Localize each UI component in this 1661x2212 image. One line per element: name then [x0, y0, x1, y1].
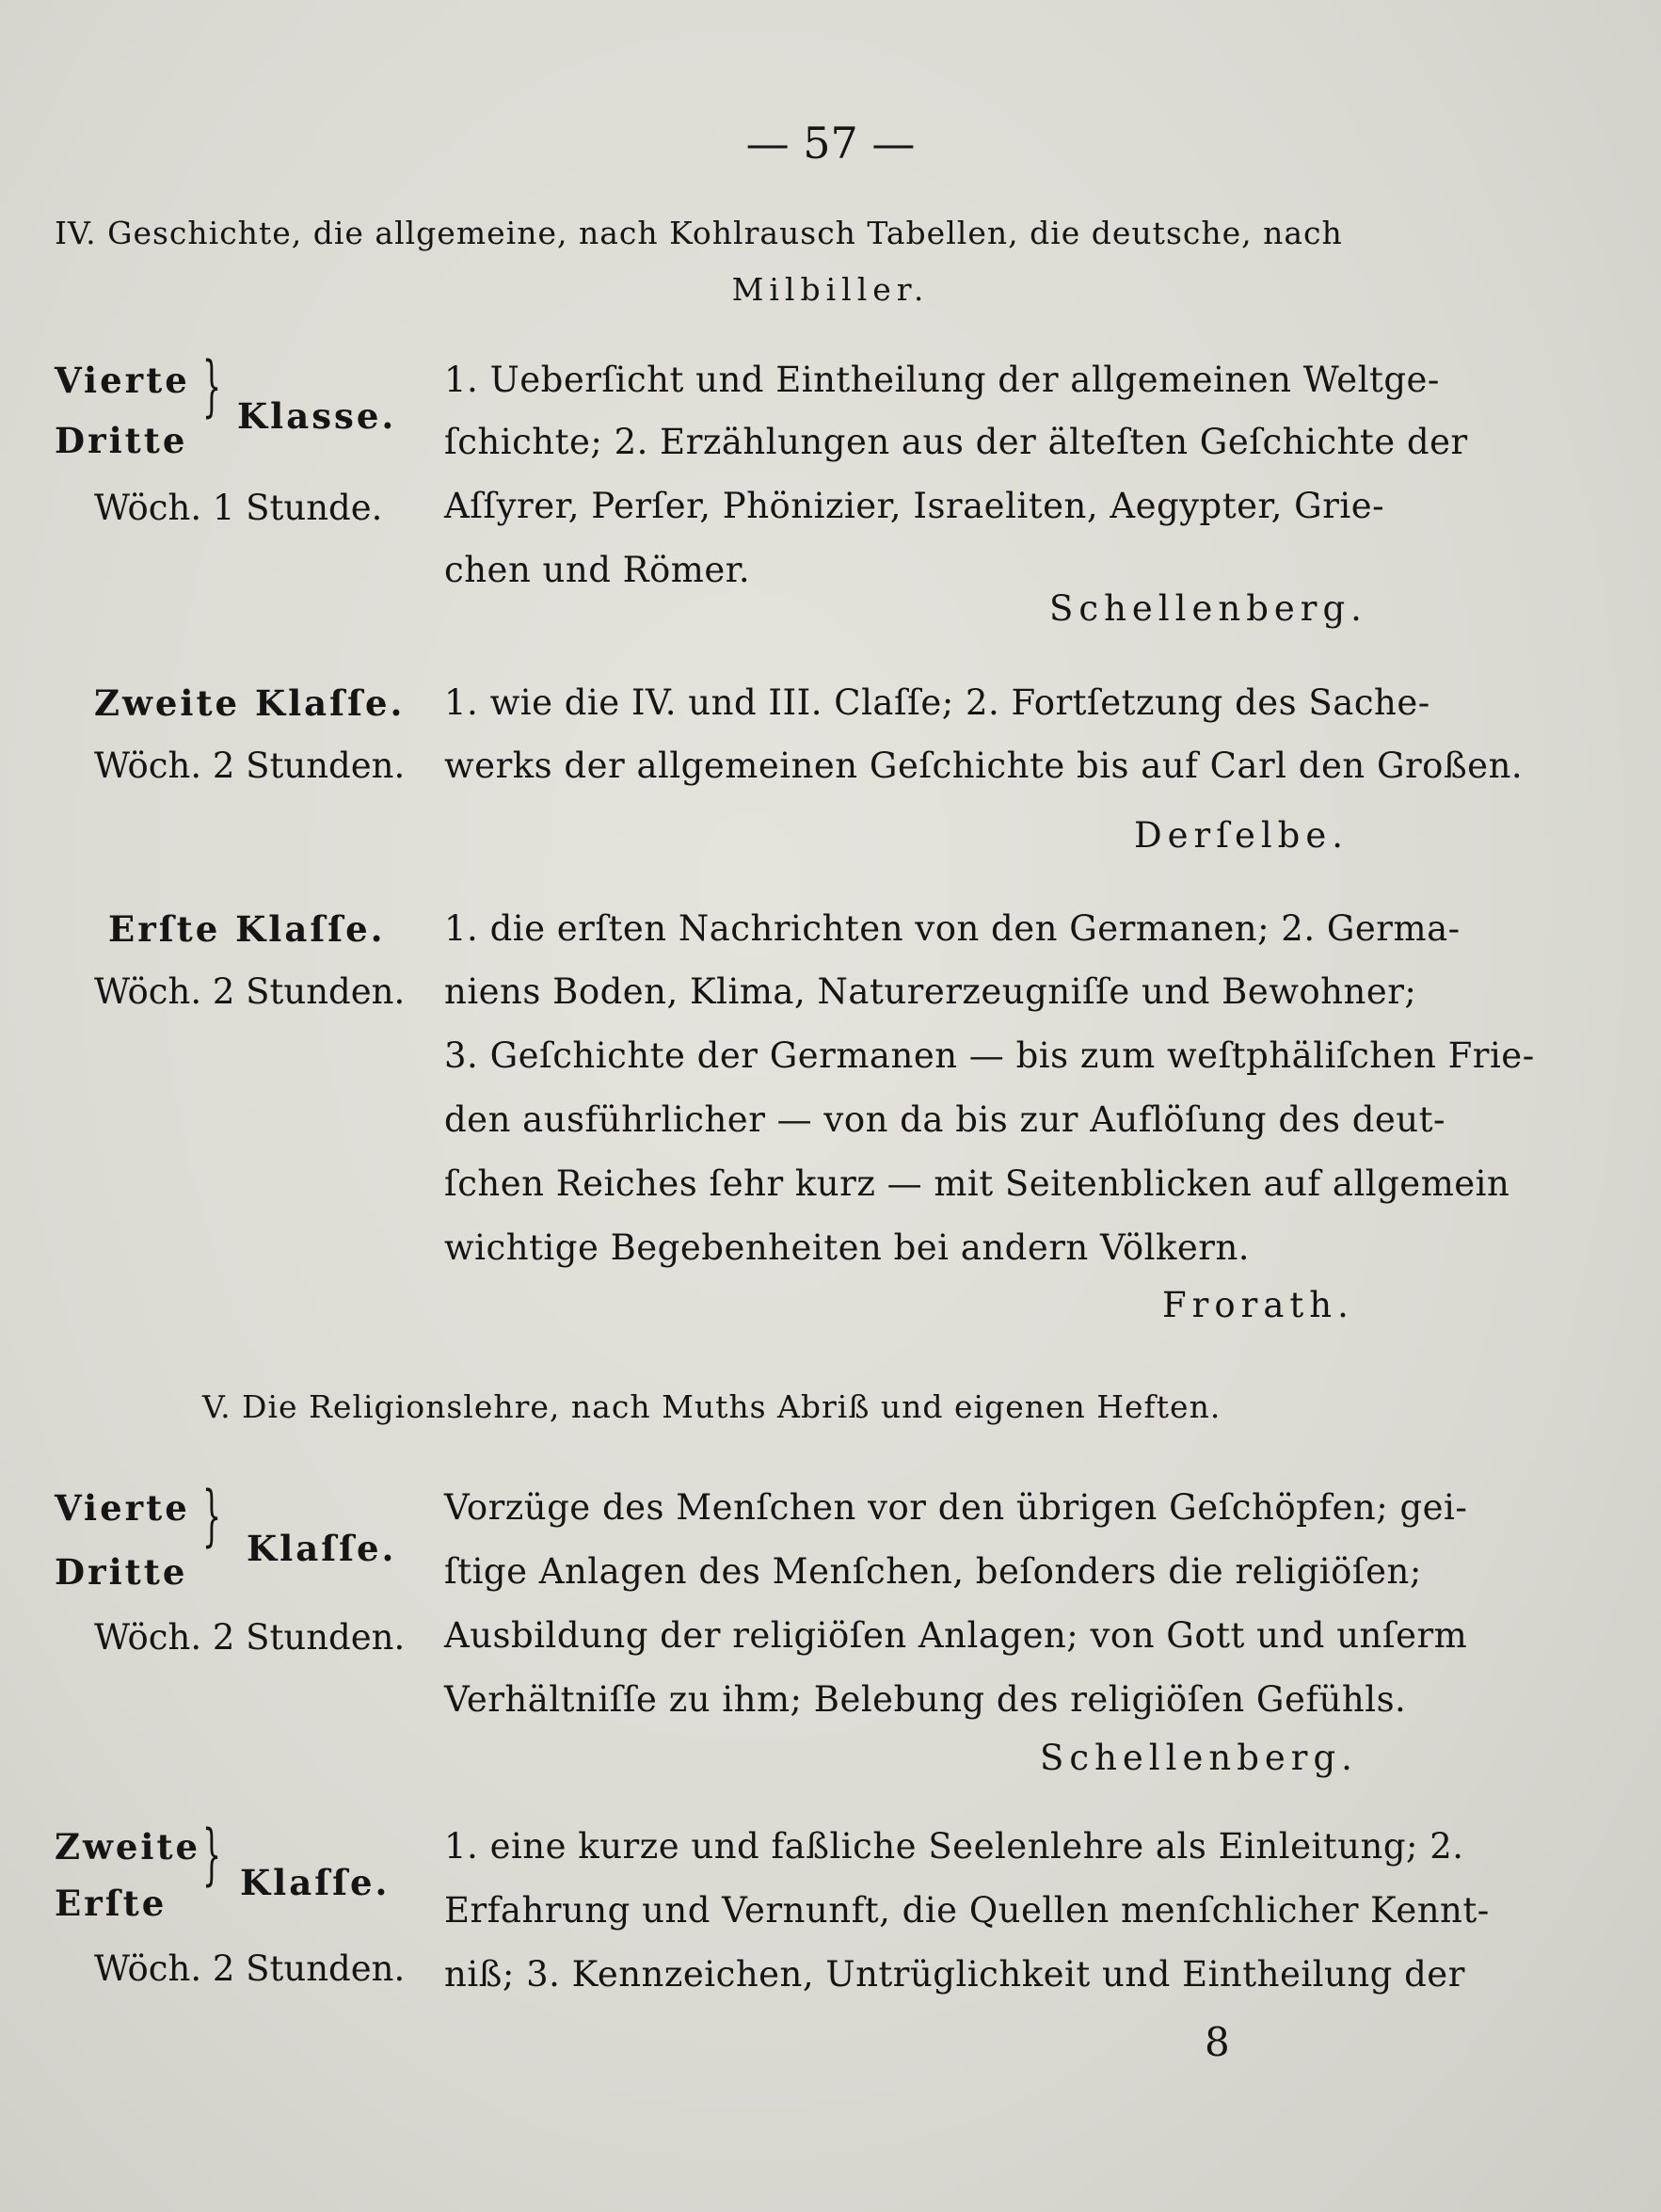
body-line: chen und Römer. [444, 550, 751, 590]
body-line: werks der allgemeinen Geſchichte bis auf Carl den Großen. [444, 745, 1524, 786]
body-line: den ausführlicher — von da bis zur Auflöſung des deut- [444, 1099, 1445, 1140]
body-line: 3. Geſchichte der Germanen — bis zum weſtphäliſchen Frie- [444, 1035, 1535, 1076]
body-line: Ausbildung der religiöſen Anlagen; von Gott und unſerm [444, 1615, 1468, 1656]
class-word: Klasse. [237, 395, 397, 437]
teacher-name: Derſelbe. [1134, 815, 1350, 856]
class-label-erste: Erſte [55, 1883, 168, 1924]
teacher-name: Schellenberg. [1049, 588, 1367, 629]
body-line: niß; 3. Kennzeichen, Untrüglichkeit und Eintheilung der [444, 1954, 1465, 1995]
body-line: 1. Ueberſicht und Eintheilung der allgemeinen Weltge- [444, 360, 1440, 400]
body-line: Verhältniſſe zu ihm; Belebung des religiöſen Gefühls. [444, 1679, 1407, 1720]
page-number: — 57 — [745, 118, 916, 168]
class-label-dritte: Dritte [55, 1551, 188, 1593]
body-line: 1. die erſten Nachrichten von den Germanen; 2. Germa- [444, 908, 1461, 949]
body-line: Vorzüge des Menſchen vor den übrigen Geſchöpfen; gei- [444, 1487, 1468, 1528]
class-label-vierte: Vierte [55, 360, 190, 401]
grouping-brace: } [202, 1477, 222, 1554]
class-label: Zweite Klaſſe. [94, 682, 406, 724]
weekly-hours: Wöch. 2 Stunden. [94, 971, 406, 1012]
grouping-brace: } [202, 347, 222, 425]
section-iv-heading: IV. Geschichte, die allgemeine, nach Kohlrausch Tabellen, die deutsche, nach [55, 215, 1343, 251]
teacher-name: Frorath. [1162, 1285, 1354, 1325]
class-word: Klaſſe. [240, 1862, 391, 1903]
teacher-name: Schellenberg. [1040, 1738, 1358, 1778]
body-line: ſchen Reiches ſehr kurz — mit Seitenblicken auf allgemein [444, 1163, 1510, 1204]
section-v-heading: V. Die Religionslehre, nach Muths Abriß und eigenen Heften. [202, 1388, 1222, 1425]
class-word: Klaſſe. [247, 1528, 397, 1569]
class-label-dritte: Dritte [55, 420, 188, 461]
body-line: Aſſyrer, Perſer, Phönizier, Israeliten, Aegypter, Grie- [444, 486, 1385, 526]
weekly-hours: Wöch. 1 Stunde. [94, 488, 383, 528]
body-line: niens Boden, Klima, Naturerzeugniſſe und Bewohner; [444, 971, 1417, 1012]
weekly-hours: Wöch. 2 Stunden. [94, 1617, 406, 1658]
printer-signature: 8 [1205, 2019, 1230, 2065]
section-iv-heading-continued: Milbiller. [731, 271, 930, 308]
weekly-hours: Wöch. 2 Stunden. [94, 745, 406, 786]
body-line: wichtige Begebenheiten bei andern Völkern. [444, 1227, 1251, 1268]
body-line: 1. wie die IV. und III. Claſſe; 2. Fortſetzung des Sache- [444, 682, 1430, 723]
weekly-hours: Wöch. 2 Stunden. [94, 1948, 406, 1989]
body-line: ſchichte; 2. Erzählungen aus der älteſten Geſchichte der [444, 422, 1468, 462]
grouping-brace: } [202, 1816, 222, 1893]
body-line: Erfahrung und Vernunft, die Quellen menſchlicher Kennt- [444, 1890, 1490, 1931]
class-label: Erſte Klaſſe. [108, 908, 386, 950]
class-label-zweite: Zweite [55, 1826, 201, 1867]
body-line: 1. eine kurze und faßliche Seelenlehre als Einleitung; 2. [444, 1826, 1464, 1867]
body-line: ſtige Anlagen des Menſchen, beſonders die religiöſen; [444, 1551, 1422, 1592]
class-label-vierte: Vierte [55, 1487, 190, 1529]
